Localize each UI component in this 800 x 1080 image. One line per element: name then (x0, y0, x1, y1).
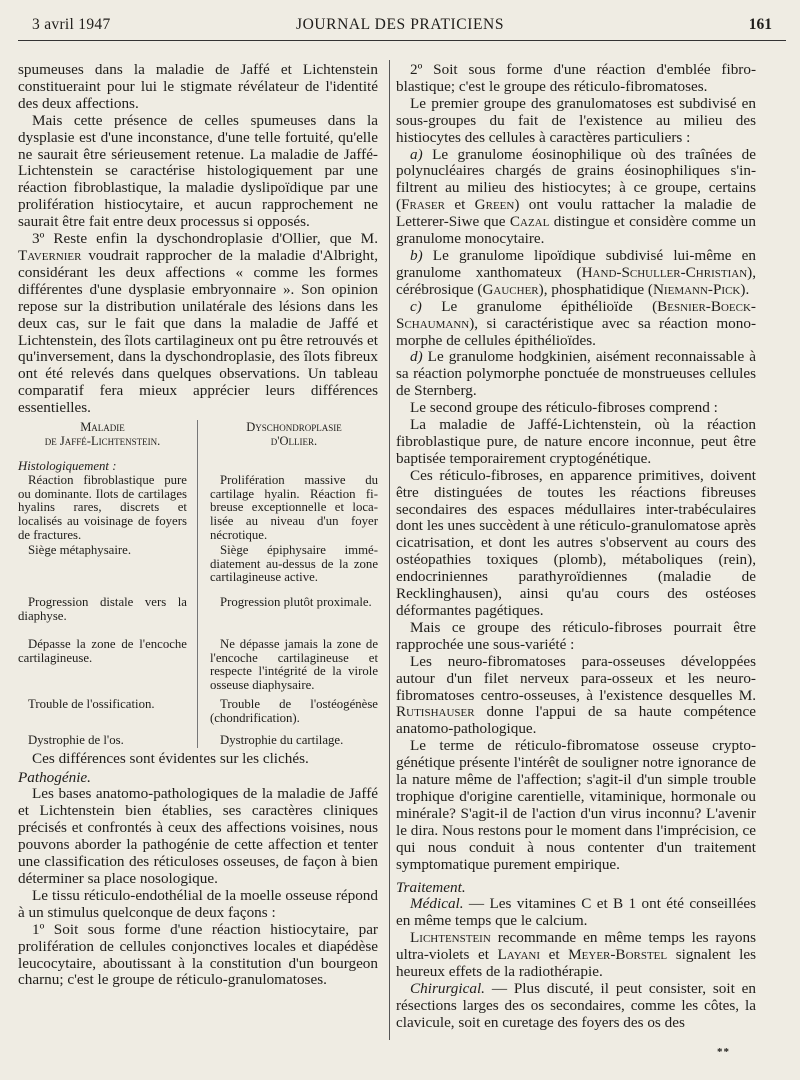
author-name: Tavernier (18, 246, 82, 264)
paragraph: Les neuro-fibromatoses para-osseuses développées autour d'un filet nerveux para-osseux et les neuro-fibromatoses centro-osseuses, à l'existence desquelles M. Rutishauser donne l'appui de sa haute compétence anatomo-pathologique. (396, 652, 756, 738)
table-section-label: Histologiquement : (18, 459, 117, 474)
section-heading: Pathogénie. (18, 768, 91, 786)
table-cell: Dépasse la zone de l'encoche cartilagineuse. (18, 636, 187, 665)
table-cell: Siège épiphysaire immédiatement au-dessus de la zone cartilagineuse active. (209, 542, 378, 585)
column-rule (389, 60, 390, 1040)
paragraph: spumeuses dans la maladie de Jaffé et Lichtenstein constitueraint pour lui le stigmate révélateur de l'identité des deux affections. (18, 61, 378, 112)
author-name: Lichtenstein (410, 929, 491, 947)
author-name: Gaucher (482, 280, 539, 298)
author-name: Cazal (509, 213, 550, 231)
paragraph: Mais cette présence de celles spumeuses dans la dysplasie est d'une inconstance, d'une telle fortuité, qu'elle ne saurait être sérieusement retenue. La maladie de Jaffé-Lichtenstein se caractérise histologiquement par une réaction fibroblastique, la maladie dyslipoïdique par une prolifération histiocytaire, et aucun rapprochement ne saurait être fait entre deux processus si opposés. (18, 111, 378, 231)
table-cell: Réaction fibroblastique pure ou dominante. Ilots de cartilages hyalins rares, discrets et localisés au voisinage de foyers de fractures. (18, 472, 187, 543)
left-column (18, 62, 378, 989)
author-name: Meyer-Borstel (568, 946, 668, 964)
paragraph: b) Le granulome lipoïdique subdivisé lui-même en granulome xanthomateux (Hand-Schuller-Christian), cérébrosique (Gaucher), phosphatidique (Niemann-Pick). (396, 246, 756, 298)
paragraph: 2º Soit sous forme d'une réaction d'emblée fibroblastique; c'est le groupe des réticulo-fibromatoses. (396, 61, 756, 95)
author-name: Green (474, 196, 515, 214)
table-column-ollier (198, 420, 378, 748)
paragraph: Mais ce groupe des réticulo-fibroses pourrait être rapprochée une sous-variété : (396, 618, 756, 653)
author-name: Besnier-Boeck-Schaumann (396, 297, 756, 332)
paragraph: Médical. — Les vitamines C et B 1 ont été conseillées en même temps que le calcium. (396, 895, 756, 930)
table-cell: Trouble de l'ostéogénèse (chondrification). (209, 696, 378, 725)
paragraph: Le premier groupe des granulomatoses est subdivisé en sous-groupes du fait de l'existence au milieu des histiocytes des cellules à caractères particuliers : (396, 94, 756, 146)
table-cell: Trouble de l'ossification. (28, 696, 155, 711)
paragraph: Les bases anatomo-pathologiques de la maladie de Jaffé et Lichtenstein bien établies, ses caractères cliniques précisés et confrontés à ceux des affections voisines, nous pouvons aborder la pathogénie de cette affection et tenter une classification des réticuloses osseuses, de façon à bien déterminer sa place nosologique. (18, 785, 378, 887)
author-name: Rutishauser (396, 703, 475, 721)
paragraph: 3º Reste enfin la dyschondroplasie d'Ollier, que M. Tavernier voudrait rapprocher de la maladie d'Albright, considérant les deux affections « comme les formes différentes d'une dysplasie embryonnaire ». Son opinion repose sur la distribution unilatérale des lésions dans les deux cas, sur le fait que dans la maladie de Jaffé et Lichtenstein, des îlots cartilagineux ont pu être retrouvés et qu'inversement, dans la dyschondroplasie, des îlots fibreux ont été relevés dans quelques observations. Un tableau comparatif fera mieux apprécier leurs différences essentielles. (18, 230, 378, 417)
author-name: Layani (497, 946, 541, 964)
section-heading: Traitement. (396, 878, 466, 896)
page-number: 161 (748, 16, 772, 33)
right-column (396, 62, 756, 1032)
author-name: Fraser (401, 196, 445, 214)
journal-title: JOURNAL DES PRATICIENS (295, 16, 505, 33)
paragraph: 1º Soit sous forme d'une réaction histiocytaire, par prolifération de cellules conjonctives locales et diapédèse leucocytaire, aboutissant à la constitution d'un bourgeon charnu; c'est le groupe de réticulo-granulomatoses. (18, 920, 378, 989)
paragraph: d) Le granulome hodgkinien, aisément reconnaissable à sa réaction polymorphe ponctuée de monstrueuses cellules de Sternberg. (396, 348, 756, 400)
header-rule (18, 40, 786, 41)
table-cell: Progression plutôt proximale. (219, 594, 372, 609)
paragraph: Le tissu réticulo-endothélial de la moelle osseuse répond à un stimulus quelconque de deux façons : (18, 886, 378, 921)
table-cell: Progression distale vers la diaphyse. (18, 594, 187, 623)
table-cell: Dystrophie de l'os. (28, 732, 124, 747)
paragraph: Le second groupe des réticulo-fibroses comprend : (410, 399, 718, 417)
author-name: Niemann-Pick (652, 280, 741, 298)
paragraph: Lichtenstein recommande en même temps les rayons ultra-violets et Layani et Meyer-Borstel signalent les heureux effets de la radiothérapie. (396, 929, 756, 981)
paragraph: Ces différences sont évidentes sur les clichés. (32, 749, 309, 767)
table-column-jaffe (18, 420, 197, 748)
paragraph: Ces réticulo-fibroses, en apparence primitives, doivent être distinguées de toutes les réactions fibreuses secondaires des espaces médullaires inter-trabéculaires dont les unes succèdent à une réticulo-granulomatose après cicatrisation, et dont les autres s'observent au cours des ostéopathies toxiques (plomb), métaboliques (rein), endocriniennes parathyroïdiennes (maladie de Recklinghausen), ainsi qu'au cours des ostéoses déformantes pagétiques. (396, 466, 756, 619)
issue-date: 3 avril 1947 (32, 16, 111, 33)
table-cell: Ne dépasse jamais la zone de l'encoche cartilagineuse et respecte l'intégrité de la virole osseuse diaphysaire. (209, 636, 378, 693)
running-header (22, 16, 778, 38)
paragraph: Le terme de réticulo-fibromatose osseuse cryptogénétique présente l'intérêt de souligner notre ignorance de la nature même de l'affection; s'agit-il d'un simple trouble trophique d'origine carentielle, vitaminique, hormonale ou minérale? S'agit-il de l'action d'un virus inconnu? L'avenir le dira. Nous restons pour le moment dans l'imprécision, ce qui nous conduit à nous contenter d'un traitement symptomatique purement empirique. (396, 737, 756, 873)
paragraph: c) Le granulome épithélioïde (Besnier-Boeck-Schaumann), si caractéristique avec sa réaction monomorphe de cellules épithélioïdes. (396, 297, 756, 349)
author-name: Hand-Schuller-Christian (581, 263, 748, 281)
table-cell: Siège métaphysaire. (28, 542, 132, 557)
paragraph: a) Le granulome éosinophilique où des traînées de polynucléaires chargés de grains éosinophiliques s'infiltrent au milieu des histiocytes; à ce groupe, certains (Fraser et Green) ont voulu rattacher la maladie de Letterer-Siwe que Cazal distingue et considère comme un granulome monocytaire. (396, 145, 756, 248)
table-cell: Prolifération massive du cartilage hyalin. Réaction fibreuse exceptionnelle et localisée au niveau d'un foyer nécrotique. (209, 472, 378, 543)
paragraph: La maladie de Jaffé-Lichtenstein, où la réaction fibroblastique pure, de nature encore inconnue, peut être baptisée temporairement cryptogénétique. (396, 416, 756, 467)
paragraph: Chirurgical. — Plus discuté, il peut consister, soit en résections larges des os secondaires, comme les côtes, la clavicule, soit en curetage des foyers des os des (396, 979, 756, 1031)
table-heading: Maladie de Jaffé-Lichtenstein. (44, 420, 161, 449)
table-cell: Dystrophie du cartilage. (219, 732, 344, 747)
comparison-table (18, 420, 378, 748)
signature-mark: ** (717, 1046, 730, 1058)
table-heading: Dyschondroplasie d'Ollier. (246, 420, 342, 449)
